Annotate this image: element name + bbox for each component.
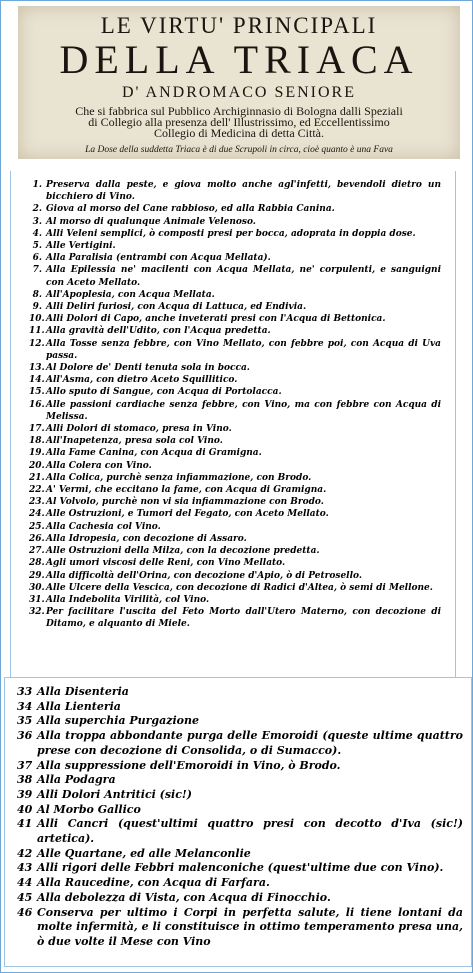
title-line-2: DELLA TRIACA xyxy=(59,37,419,82)
item-number: 6. xyxy=(32,253,42,264)
list-item xyxy=(17,847,463,862)
item-text: Alla Indebolita Virilità, col Vino. xyxy=(46,594,210,605)
list-item xyxy=(17,714,463,729)
list-item xyxy=(17,906,463,950)
item-text: Alli Deliri furiosi, con Acqua di Lattuca, ed Endivia. xyxy=(46,302,307,313)
list-item xyxy=(29,570,441,582)
engraved-title-block xyxy=(18,6,460,159)
item-text: Alla Fame Canina, con Acqua di Gramigna. xyxy=(46,448,262,459)
item-number: 16. xyxy=(29,399,45,410)
virtues-list-1 xyxy=(29,179,441,631)
item-number: 8. xyxy=(32,289,42,300)
item-number: 20. xyxy=(29,460,45,471)
item-text: Conserva per ultimo i Corpi in perfetta salute, li tiene lontani da molte infermità, e li constituisce in ottimo temperamento presa una, ò due volte il Mese con Vino xyxy=(37,905,463,948)
subtext-line-b: di Collegio alla presenza dell' Illustrissimo, ed Eccellentissimo xyxy=(88,115,390,129)
list-item xyxy=(29,325,441,337)
list-item xyxy=(29,606,441,630)
item-text: Alla Disenteria xyxy=(37,685,129,698)
item-text: Allo sputo di Sangue, con Acqua di Portolacca. xyxy=(46,387,282,398)
item-number: 15. xyxy=(29,387,45,398)
item-text: Alla superchia Purgazione xyxy=(37,714,199,728)
item-text: Alla Colica, purchè senza infiammazione, con Brodo. xyxy=(46,472,312,483)
item-text: All'Inapetenza, presa sola col Vino. xyxy=(46,436,223,447)
item-number: 24. xyxy=(29,509,45,520)
list-item xyxy=(17,700,463,715)
list-item xyxy=(29,203,441,215)
list-item xyxy=(17,685,463,700)
list-item xyxy=(29,240,441,252)
item-number: 25. xyxy=(29,521,45,532)
item-number: 19. xyxy=(29,448,45,459)
item-text: Alli rigori delle Febbri malenconiche (quest'ultime due con Vino). xyxy=(37,861,444,875)
item-text: Alla gravità dell'Udito, con l'Acqua predetta. xyxy=(46,326,271,337)
item-text: Alla Raucedine, con Acqua di Farfara. xyxy=(37,876,270,890)
list-item xyxy=(29,179,441,203)
list-item xyxy=(29,338,441,362)
item-number: 13. xyxy=(29,363,45,374)
list-item xyxy=(29,508,441,520)
item-number: 36 xyxy=(17,729,33,743)
item-text: Alli Veleni semplici, ò composti presi per bocca, adoprata in doppia dose. xyxy=(46,228,416,239)
item-number: 30. xyxy=(29,582,45,593)
item-number: 23. xyxy=(29,497,45,508)
list-item xyxy=(17,817,463,846)
list-item xyxy=(29,423,441,435)
list-item xyxy=(29,289,441,301)
item-text: Alle Quartane, ed alle Melanconlie xyxy=(37,846,251,860)
item-text: Giova al morso del Cane rabbioso, ed alla Rabbia Canina. xyxy=(46,204,335,215)
item-number: 3. xyxy=(32,216,42,227)
virtues-list-2 xyxy=(17,685,463,950)
list-item xyxy=(29,447,441,459)
item-number: 7. xyxy=(32,265,42,276)
item-text: Al Dolore de' Denti tenuta sola in bocca. xyxy=(46,363,250,374)
list-item xyxy=(29,386,441,398)
item-number: 44 xyxy=(17,876,33,890)
title-line-3: D' ANDROMACO SENIORE xyxy=(121,84,356,101)
subtext-line-a: Che si fabbrica sul Pubblico Archiginnasio di Bologna dalli Speziali xyxy=(75,104,403,118)
item-number: 1. xyxy=(32,180,42,190)
item-text: Alla difficoltà dell'Orina, con decozione d'Apio, ò di Petrosello. xyxy=(46,570,362,581)
list-item xyxy=(29,313,441,325)
item-text: All'Asma, con dietro Aceto Squillitico. xyxy=(46,375,238,386)
list-item xyxy=(29,484,441,496)
list-item xyxy=(29,594,441,606)
list-item xyxy=(29,374,441,386)
item-number: 33 xyxy=(17,685,33,698)
item-text: Al Volvolo, purchè non vi sia infiammazione con Brodo. xyxy=(46,497,324,508)
dose-note: La Dose della suddetta Triaca è di due Scrupoli in circa, cioè quanto è una Fava xyxy=(85,145,393,155)
item-text: Preserva dalla peste, e giova molto anche agl'infetti, bevendoli dietro un bicchiero di Vino. xyxy=(46,180,441,203)
item-text: Alli Dolori di stomaco, presa in Vino. xyxy=(46,424,232,435)
item-number: 5. xyxy=(32,241,42,252)
item-number: 22. xyxy=(29,485,45,496)
list-item xyxy=(29,521,441,533)
item-text: Alla Lienteria xyxy=(37,699,121,713)
item-text: Al Morbo Gallico xyxy=(37,802,141,816)
item-number: 42 xyxy=(17,846,33,860)
list-item xyxy=(29,460,441,472)
item-text: Alla Cachesia col Vino. xyxy=(46,521,161,532)
item-text: Alla troppa abbondante purga delle Emoroidi (queste ultime quattro prese con decozione di Consolida, o di Sumacco). xyxy=(37,729,463,757)
item-number: 35 xyxy=(17,714,33,728)
item-text: Alla Colera con Vino. xyxy=(46,460,152,471)
item-text: Alla Paralisia (entrambi con Acqua Mellata). xyxy=(46,253,271,264)
item-number: 27. xyxy=(29,546,45,557)
item-number: 45 xyxy=(17,890,33,904)
list-item xyxy=(17,861,463,876)
item-number: 41 xyxy=(17,817,33,831)
item-text: A' Vermi, che eccitano la fame, con Acqua di Gramigna. xyxy=(46,485,327,496)
subtext-line-c: Collegio di Medicina di detta Città. xyxy=(154,126,324,140)
item-text: Alla Tosse senza febbre, con Vino Mellato, con febbre poi, con Acqua di Uva passa. xyxy=(46,338,441,361)
list-item xyxy=(29,399,441,423)
item-text: Alla Podagra xyxy=(37,773,116,787)
list-item xyxy=(29,301,441,313)
item-text: Al morso di qualunque Animale Velenoso. xyxy=(46,216,256,227)
list-item xyxy=(29,252,441,264)
virtues-list-panel-1 xyxy=(10,171,456,677)
item-number: 14. xyxy=(29,375,45,386)
item-text: All'Apoplesia, con Acqua Mellata. xyxy=(46,289,215,300)
item-number: 32. xyxy=(29,607,45,618)
item-number: 11. xyxy=(29,326,45,337)
item-text: Per facilitare l'uscita del Feto Morto dall'Utero Materno, con decozione di Ditamo, e alquanto di Miele. xyxy=(46,607,441,630)
item-number: 40 xyxy=(17,802,33,816)
list-item xyxy=(17,729,463,758)
list-item xyxy=(29,228,441,240)
item-number: 38 xyxy=(17,773,33,787)
item-text: Alle Vertigini. xyxy=(46,241,116,252)
virtues-list-panel-2 xyxy=(4,677,472,967)
item-text: Alle Ostruzioni, e Tumori del Fegato, con Aceto Mellato. xyxy=(46,509,329,520)
item-text: Alle passioni cardiache senza febbre, con Vino, ma con febbre con Acqua di Melissa. xyxy=(46,399,441,422)
item-number: 39 xyxy=(17,787,33,801)
list-item xyxy=(29,582,441,594)
item-number: 9. xyxy=(32,302,42,313)
item-number: 34 xyxy=(17,699,33,713)
list-item xyxy=(17,803,463,818)
list-item xyxy=(17,788,463,803)
item-number: 10. xyxy=(29,314,45,325)
item-text: Alla debolezza di Vista, con Acqua di Finocchio. xyxy=(37,890,331,904)
item-text: Alle Ulcere della Vescica, con decozione di Radici d'Altea, ò semi di Mellone. xyxy=(46,582,433,593)
list-item xyxy=(17,876,463,891)
item-text: Agli umori viscosi delle Reni, con Vino Mellato. xyxy=(46,558,286,569)
item-number: 28. xyxy=(29,558,45,569)
list-item xyxy=(17,773,463,788)
list-item xyxy=(29,545,441,557)
item-number: 17. xyxy=(29,424,45,435)
item-number: 12. xyxy=(29,338,45,349)
item-number: 26. xyxy=(29,533,45,544)
item-text: Alla Epilessia ne' macilenti con Acqua Mellata, ne' corpulenti, e sanguigni con Aceto Mellato. xyxy=(46,265,441,288)
item-text: Alli Dolori di Capo, anche inveterati presi con l'Acqua di Bettonica. xyxy=(46,314,386,325)
item-number: 43 xyxy=(17,861,33,875)
list-item xyxy=(29,533,441,545)
item-number: 37 xyxy=(17,758,33,772)
item-number: 4. xyxy=(32,228,42,239)
item-number: 21. xyxy=(29,472,45,483)
item-text: Alli Cancri (quest'ultimi quattro presi con decotto d'Iva (sic!) artetica). xyxy=(37,817,463,846)
list-item xyxy=(17,759,463,774)
item-number: 2. xyxy=(32,204,42,215)
list-item xyxy=(29,435,441,447)
item-text: Alla Idropesia, con decozione di Assaro. xyxy=(46,533,247,544)
title-subtext xyxy=(18,106,460,139)
list-item xyxy=(29,557,441,569)
list-item xyxy=(29,362,441,374)
list-item xyxy=(29,264,441,288)
list-item xyxy=(29,216,441,228)
item-number: 31. xyxy=(29,594,45,605)
item-number: 18. xyxy=(29,436,45,447)
list-item xyxy=(29,472,441,484)
list-item xyxy=(29,496,441,508)
title-line-1: LE VIRTU' PRINCIPALI xyxy=(100,13,378,38)
item-number: 46 xyxy=(17,905,33,919)
item-text: Alli Dolori Antritici (sic!) xyxy=(37,787,192,801)
item-text: Alle Ostruzioni della Milza, con la decozione predetta. xyxy=(46,546,320,557)
item-text: Alla suppressione dell'Emoroidi in Vino, ò Brodo. xyxy=(37,758,341,772)
list-item xyxy=(17,891,463,906)
item-number: 29. xyxy=(29,570,45,581)
